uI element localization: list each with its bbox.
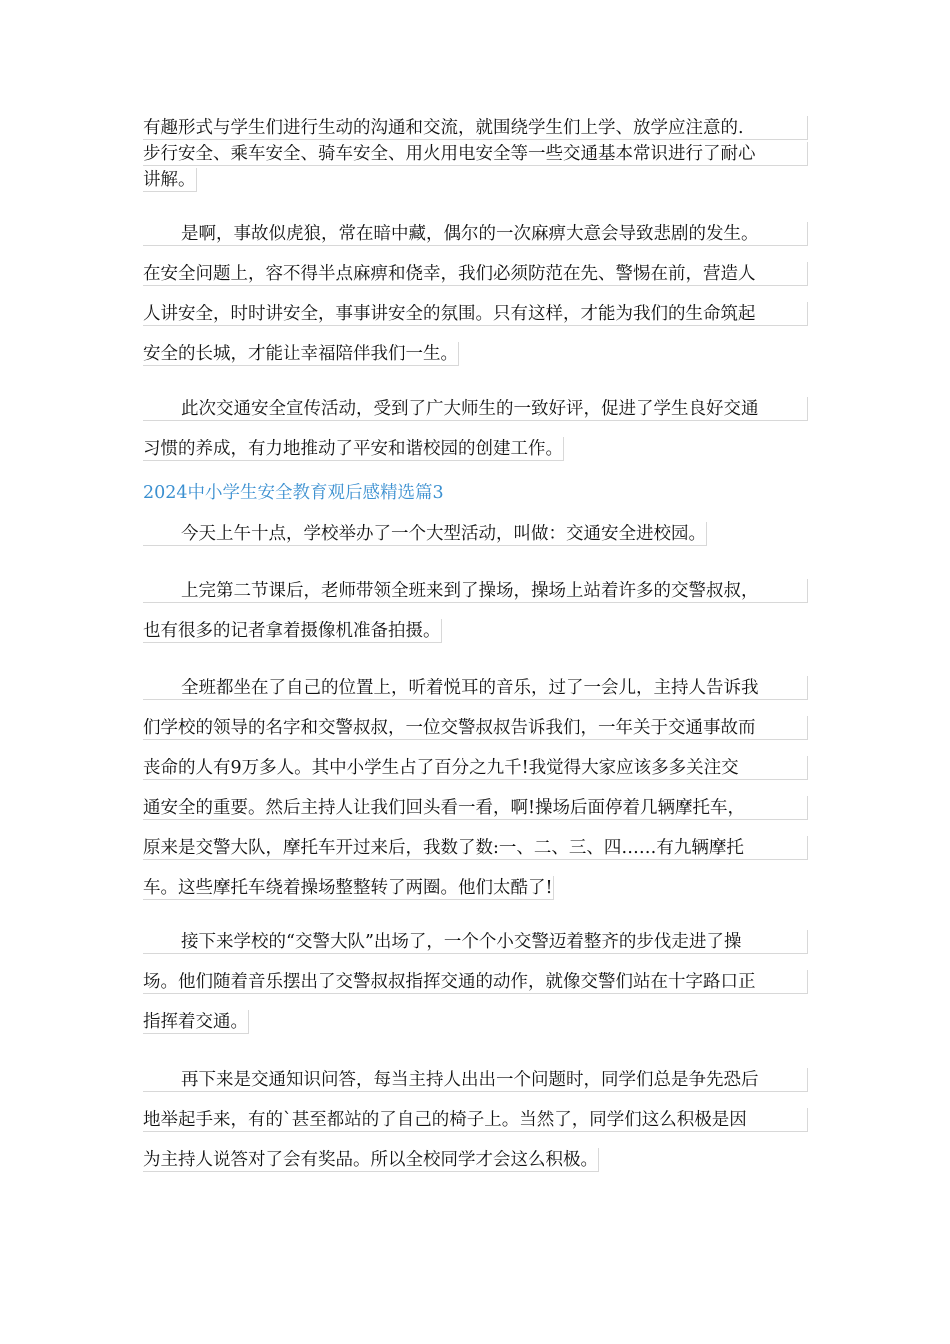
text-line: 通安全的重要。然后主持人让我们回头看一看，啊!操场后面停着几辆摩托车， [143,796,808,820]
text-line: 车。这些摩托车绕着操场整整转了两圈。他们太酷了! [143,878,553,898]
paragraph [143,397,808,465]
text-line: 也有很多的记者拿着摄像机准备拍摄。 [143,621,441,641]
paragraph [143,222,808,370]
section-heading: 2024中小学生安全教育观后感精选篇3 [143,483,444,503]
text-line: 今天上午十点，学校举办了一个大型活动，叫做：交通安全进校园。 [143,522,707,546]
text-line: 上完第二节课后，老师带领全班来到了操场，操场上站着许多的交警叔叔， [143,579,808,603]
text-line: 原来是交警大队，摩托车开过来后，我数了数:一、二、三、四……有九辆摩托 [143,836,808,860]
text-line: 有趣形式与学生们进行生动的沟通和交流，就围绕学生们上学、放学应注意的. [143,116,808,140]
text-line: 们学校的领导的名字和交警叔叔，一位交警叔叔告诉我们，一年关于交通事故而 [143,716,808,740]
text-line: 指挥着交通。 [143,1012,248,1032]
text-line: 安全的长城，才能让幸福陪伴我们一生。 [143,344,458,364]
paragraph [143,1068,808,1176]
text-line: 人讲安全，时时讲安全，事事讲安全的氛围。只有这样，才能为我们的生命筑起 [143,302,808,326]
text-line: 丧命的人有9万多人。其中小学生占了百分之九千!我觉得大家应该多多关注交 [143,756,808,780]
text-line: 再下来是交通知识问答，每当主持人出出一个问题时，同学们总是争先恐后 [143,1068,808,1092]
paragraph [143,116,808,198]
text-line: 讲解。 [143,170,196,190]
text-line: 是啊，事故似虎狼，常在暗中藏，偶尔的一次麻痹大意会导致悲剧的发生。 [143,222,808,246]
text-line: 此次交通安全宣传活动，受到了广大师生的一致好评，促进了学生良好交通 [143,397,808,421]
text-line: 步行安全、乘车安全、骑车安全、用火用电安全等一些交通基本常识进行了耐心 [143,142,808,166]
text-line: 场。他们随着音乐摆出了交警叔叔指挥交通的动作，就像交警们站在十字路口正 [143,970,808,994]
paragraph [143,930,808,1038]
text-line: 接下来学校的“交警大队”出场了，一个个小交警迈着整齐的步伐走进了操 [143,930,808,954]
text-line: 为主持人说答对了会有奖品。所以全校同学才会这么积极。 [143,1150,598,1170]
text-line: 全班都坐在了自己的位置上，听着悦耳的音乐，过了一会儿，主持人告诉我 [143,676,808,700]
paragraph [143,522,808,550]
paragraph [143,579,808,647]
text-line: 在安全问题上，容不得半点麻痹和侥幸，我们必须防范在先、警惕在前，营造人 [143,262,808,286]
text-line: 地举起手来，有的`甚至都站的了自己的椅子上。当然了，同学们这么积极是因 [143,1108,808,1132]
paragraph [143,676,808,904]
text-line: 习惯的养成，有力地推动了平安和谐校园的创建工作。 [143,439,563,459]
